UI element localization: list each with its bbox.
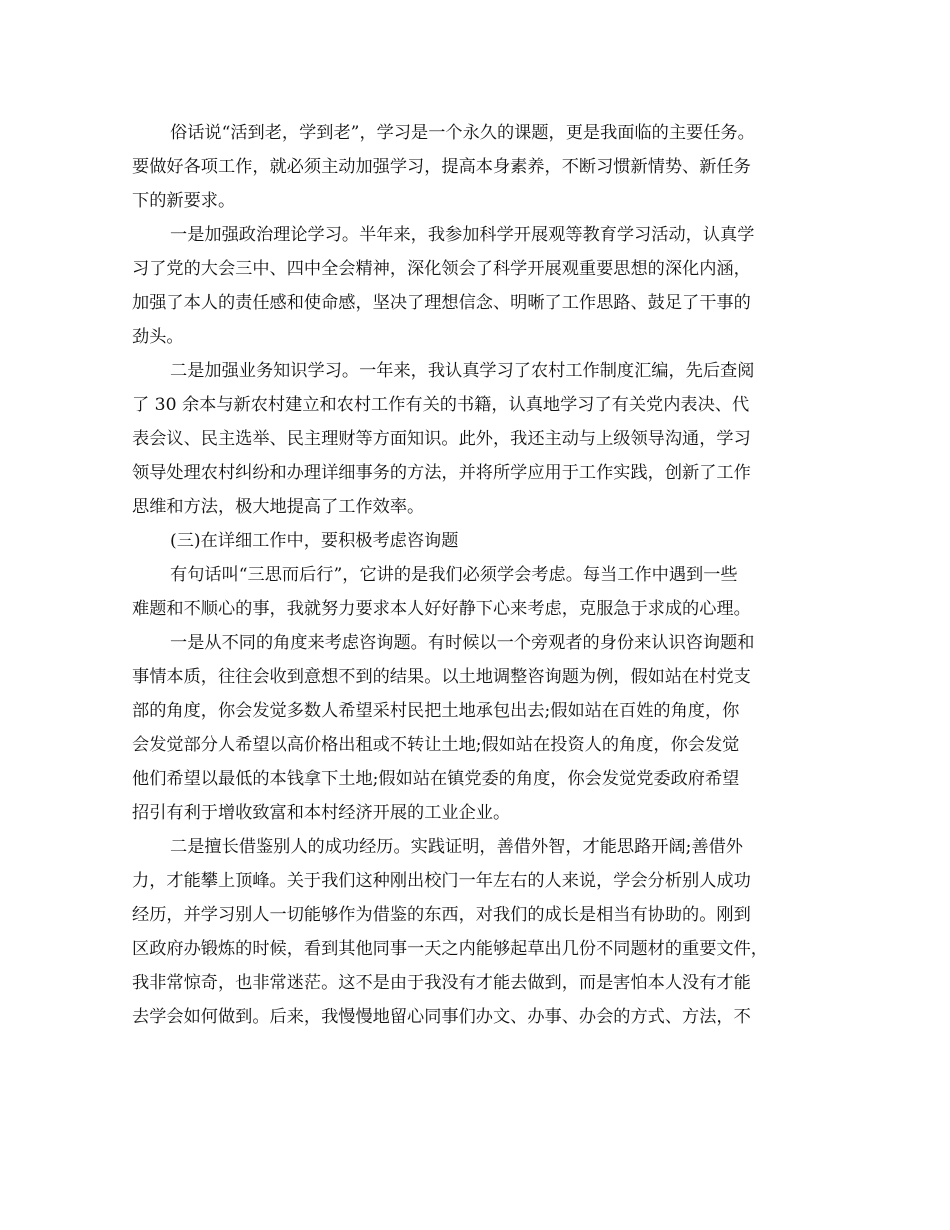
text-line: 会发觉部分人希望以高价格出租或不转让土地;假如站在投资人的角度，你会发觉 xyxy=(132,735,740,755)
text-line: 事情本质，往往会收到意想不到的结果。以土地调整咨询题为例，假如站在村党支 xyxy=(132,667,751,687)
text-line: 领导处理农村纠纷和办理详细事务的方法，并将所学应用于工作实践，创新了工作 xyxy=(132,463,751,483)
text-line: 力，才能攀上顶峰。关于我们这种刚出校门一年左右的人来说，学会分析别人成功 xyxy=(132,871,751,891)
text-line: 他们希望以最低的本钱拿下土地;假如站在镇党委的角度，你会发觉党委政府希望 xyxy=(132,769,740,789)
text-line: 一是加强政治理论学习。半年来，我参加科学开展观等教育学习活动，认真学 xyxy=(170,225,755,245)
text-line: 区政府办锻炼的时候，看到其他同事一天之内能够起草出几份不同题材的重要文件， xyxy=(132,939,768,959)
text-line: 经历，并学习别人一切能够作为借鉴的东西，对我们的成长是相当有协助的。刚到 xyxy=(132,905,751,925)
text-line: 习了党的大会三中、四中全会精神，深化领会了科学开展观重要思想的深化内涵， xyxy=(132,259,751,279)
text-line: 表会议、民主选举、民主理财等方面知识。此外，我还主动与上级领导沟通，学习 xyxy=(132,429,751,449)
text-line: 招引有利于增收致富和本村经济开展的工业企业。 xyxy=(132,803,511,823)
text-line: 二是加强业务知识学习。一年来，我认真学习了农村工作制度汇编，先后查阅 xyxy=(170,361,755,381)
text-line: 去学会如何做到。后来，我慢慢地留心同事们办文、办事、办会的方式、方法，不 xyxy=(132,1007,751,1027)
text-line: 一是从不同的角度来考虑咨询题。有时候以一个旁观者的身份来认识咨询题和 xyxy=(170,633,755,653)
text-line: 思维和方法，极大地提高了工作效率。 xyxy=(132,497,425,517)
text-line: 有句话叫“三思而后行”，它讲的是我们必须学会考虑。每当工作中遇到一些 xyxy=(170,565,738,585)
text-line: 难题和不顺心的事，我就努力要求本人好好静下心来考虑，克服急于求成的心理。 xyxy=(132,599,751,619)
text-line: 我非常惊奇，也非常迷茫。这不是由于我没有才能去做到，而是害怕本人没有才能 xyxy=(132,973,751,993)
text-line: 部的角度，你会发觉多数人希望采村民把土地承包出去;假如站在百姓的角度，你 xyxy=(132,701,740,721)
text-line: 加强了本人的责任感和使命感，坚决了理想信念、明晰了工作思路、鼓足了干事的 xyxy=(132,293,751,313)
text-line: 要做好各项工作，就必须主动加强学习，提高本身素养，不断习惯新情势、新任务 xyxy=(132,157,751,177)
text-line: 劲头。 xyxy=(132,327,184,347)
text-line: 俗话说“活到老，学到老”，学习是一个永久的课题，更是我面临的主要任务。 xyxy=(170,123,755,143)
text-line: (三)在详细工作中，要积极考虑咨询题 xyxy=(170,531,459,551)
text-line: 二是擅长借鉴别人的成功经历。实践证明，善借外智，才能思路开阔;善借外 xyxy=(170,837,743,857)
text-line: 下的新要求。 xyxy=(132,191,236,211)
document-body xyxy=(132,116,852,1034)
text-line: 了 30 余本与新农村建立和农村工作有关的书籍，认真地学习了有关党内表决、代 xyxy=(132,395,750,415)
